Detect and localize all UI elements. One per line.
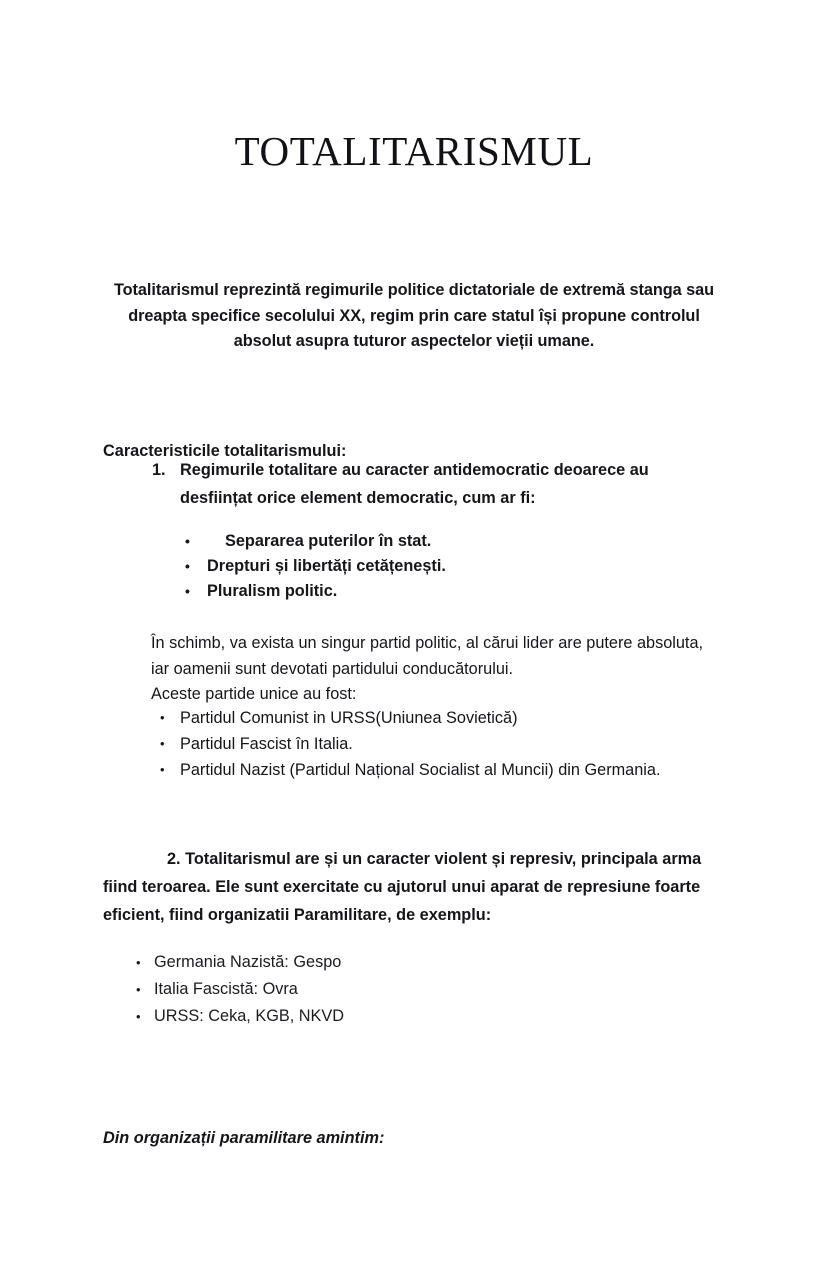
numbered-item-1-text: Regimurile totalitare au caracter antidemocratic deoarece au desființat orice element democratic, cum ar fi: — [180, 461, 649, 507]
list-item — [185, 554, 446, 579]
bullet-icon: • — [136, 955, 141, 970]
list-item — [136, 1003, 344, 1030]
list-item — [160, 705, 661, 731]
list-item — [160, 757, 661, 783]
bullet-icon: • — [185, 558, 190, 574]
list-item-label: Partidul Comunist in URSS(Uniunea Sovietică) — [180, 709, 518, 727]
list-item — [136, 949, 344, 976]
democratic-elements-list — [185, 529, 446, 604]
list-item — [136, 976, 344, 1003]
paramilitary-organizations-list — [136, 949, 344, 1030]
list-item-label: Drepturi și libertăți cetățenești. — [207, 557, 446, 575]
list-item-label: Partidul Nazist (Partidul Național Socialist al Muncii) din Germania. — [180, 761, 661, 779]
list-item-label: Separarea puterilor în stat. — [225, 532, 432, 550]
list-item — [160, 731, 661, 757]
bullet-icon: • — [185, 533, 190, 549]
list-item-label: Partidul Fascist în Italia. — [180, 735, 353, 753]
paragraph-line: În schimb, va exista un singur partid politic, al cărui lider are putere absoluta, — [151, 634, 704, 652]
single-parties-list — [160, 705, 661, 783]
bullet-icon: • — [160, 736, 165, 751]
list-item-label: Germania Nazistă: Gespo — [154, 953, 342, 971]
numbered-item-1 — [152, 456, 712, 512]
page-title: TOTALITARISMUL — [234, 128, 594, 175]
paragraph-line: iar oamenii sunt devotati partidului conducătorului. — [151, 659, 514, 678]
bullet-icon: • — [160, 710, 165, 725]
bullet-icon: • — [136, 982, 141, 997]
list-item-label: URSS: Ceka, KGB, NKVD — [154, 1007, 345, 1025]
bullet-icon: • — [160, 762, 165, 777]
list-item — [185, 529, 446, 554]
list-item-label: Italia Fascistă: Ovra — [154, 980, 298, 998]
numbered-item-2: 2. Totalitarismul are și un caracter violent și represiv, principala arma fiind teroarea. Ele sunt exercitate cu ajutorul unui aparat de represiune foarte eficient, fiind organizatii Paramilitare, de exemplu: — [103, 850, 702, 925]
list-item-label: Pluralism politic. — [207, 582, 338, 600]
intro-paragraph: Totalitarismul reprezintă regimurile politice dictatoriale de extremă stanga sau dreapta specifice secolului XX, regim prin care statul își propune controlul absolut asupra tuturor aspectelor vieții umane. — [113, 281, 715, 351]
section-heading-characteristics: Caracteristicile totalitarismului: — [103, 442, 347, 461]
list-item — [185, 579, 446, 604]
single-party-paragraph — [151, 631, 731, 708]
closing-italic-line: Din organizații paramilitare amintim: — [103, 1129, 385, 1148]
numbered-item-1-marker: 1. — [152, 461, 166, 479]
bullet-icon: • — [185, 583, 190, 599]
bullet-icon: • — [136, 1009, 141, 1024]
paragraph-line: Aceste partide unice au fost: — [151, 685, 357, 703]
